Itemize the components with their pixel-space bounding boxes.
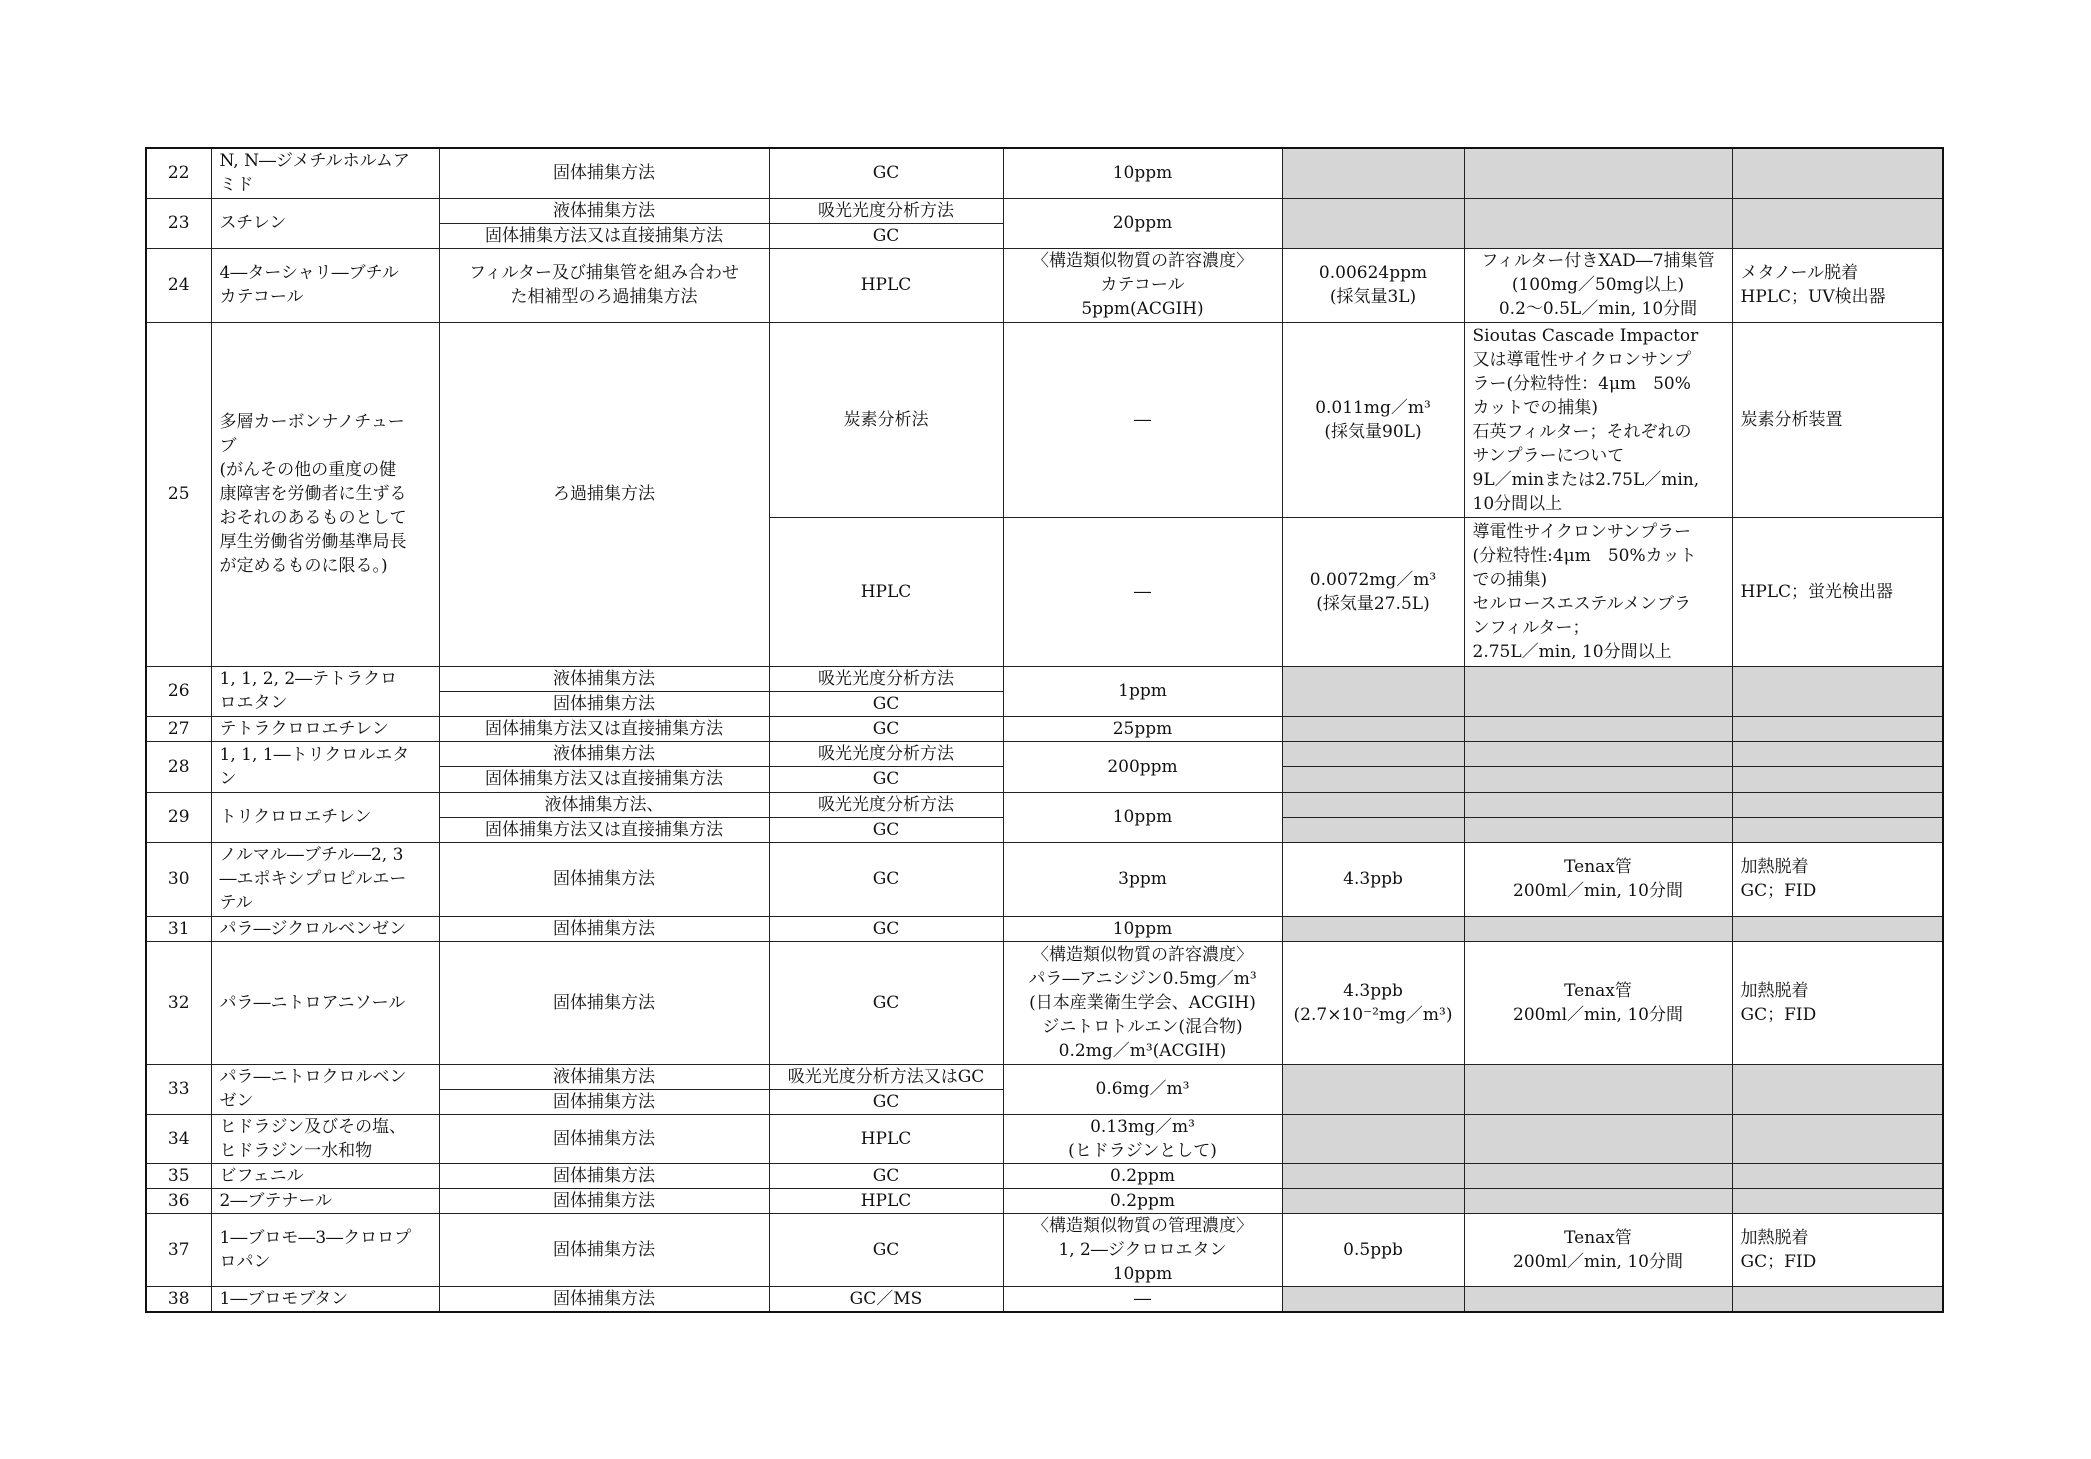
shaded-cell xyxy=(1732,716,1943,741)
table-row xyxy=(146,322,1943,517)
sampling-method: 固体捕集方法 xyxy=(439,1089,769,1114)
analysis-conditions: メタノール脱着 HPLC；UV検出器 xyxy=(1732,248,1943,322)
analysis-method: GC／MS xyxy=(769,1286,1003,1312)
table-row xyxy=(146,792,1943,817)
control-concentration: 200ppm xyxy=(1003,741,1282,792)
analysis-conditions: 加熱脱着 GC；FID xyxy=(1732,1213,1943,1286)
shaded-cell xyxy=(1464,1114,1732,1163)
control-concentration: 25ppm xyxy=(1003,716,1282,741)
table-row xyxy=(146,1114,1943,1163)
substance-name: パラ―ニトロクロルベン ゼン xyxy=(211,1064,439,1114)
shaded-cell xyxy=(1282,716,1464,741)
control-concentration: 10ppm xyxy=(1003,148,1282,198)
quantification-limit: 0.0072mg／m³ (採気量27.5L) xyxy=(1282,517,1464,666)
table-row xyxy=(146,741,1943,766)
shaded-cell xyxy=(1464,741,1732,766)
table-row xyxy=(146,1188,1943,1213)
sampling-method: 液体捕集方法 xyxy=(439,1064,769,1089)
substance-name: 4―ターシャリ―ブチル カテコール xyxy=(211,248,439,322)
analysis-method: GC xyxy=(769,1089,1003,1114)
collection-conditions: Tenax管 200ml／min, 10分間 xyxy=(1464,1213,1732,1286)
analysis-conditions: HPLC；蛍光検出器 xyxy=(1732,517,1943,666)
sampling-method: 固体捕集方法 xyxy=(439,842,769,916)
analysis-method: HPLC xyxy=(769,517,1003,666)
sampling-method: 固体捕集方法 xyxy=(439,941,769,1064)
analysis-method: GC xyxy=(769,916,1003,941)
substance-name: ヒドラジン及びその塩、 ヒドラジン一水和物 xyxy=(211,1114,439,1163)
shaded-cell xyxy=(1464,1188,1732,1213)
shaded-cell xyxy=(1282,1114,1464,1163)
analysis-method: GC xyxy=(769,1163,1003,1188)
sampling-method: 液体捕集方法 xyxy=(439,666,769,691)
shaded-cell xyxy=(1282,1064,1464,1114)
substance-table xyxy=(145,147,1944,1313)
control-concentration: 20ppm xyxy=(1003,198,1282,248)
analysis-method: 吸光光度分析方法 xyxy=(769,741,1003,766)
shaded-cell xyxy=(1464,792,1732,817)
analysis-method: HPLC xyxy=(769,248,1003,322)
sampling-method: 固体捕集方法又は直接捕集方法 xyxy=(439,817,769,842)
shaded-cell xyxy=(1732,817,1943,842)
row-number: 37 xyxy=(146,1213,211,1286)
analysis-method: GC xyxy=(769,223,1003,248)
control-concentration: 1ppm xyxy=(1003,666,1282,716)
analysis-conditions: 炭素分析装置 xyxy=(1732,322,1943,517)
shaded-cell xyxy=(1732,1163,1943,1188)
analysis-method: 吸光光度分析方法 xyxy=(769,198,1003,223)
row-number: 36 xyxy=(146,1188,211,1213)
row-number: 33 xyxy=(146,1064,211,1114)
table-row xyxy=(146,1213,1943,1286)
row-number: 30 xyxy=(146,842,211,916)
control-concentration: 0.2ppm xyxy=(1003,1163,1282,1188)
sampling-method: 固体捕集方法 xyxy=(439,148,769,198)
substance-name: テトラクロロエチレン xyxy=(211,716,439,741)
shaded-cell xyxy=(1282,1163,1464,1188)
control-concentration: 3ppm xyxy=(1003,842,1282,916)
control-concentration: 〈構造類似物質の許容濃度〉 パラ―アニシジン0.5mg／m³ (日本産業衛生学会、ACGIH) ジニトロトルエン(混合物) 0.2mg／m³(ACGIH) xyxy=(1003,941,1282,1064)
substance-name: トリクロロエチレン xyxy=(211,792,439,842)
quantification-limit: 4.3ppb (2.7×10⁻²mg／m³) xyxy=(1282,941,1464,1064)
substance-name: 2―ブテナール xyxy=(211,1188,439,1213)
row-number: 25 xyxy=(146,322,211,666)
shaded-cell xyxy=(1732,1064,1943,1114)
control-concentration: 〈構造類似物質の管理濃度〉 1, 2―ジクロロエタン 10ppm xyxy=(1003,1213,1282,1286)
analysis-method: GC xyxy=(769,691,1003,716)
shaded-cell xyxy=(1464,1286,1732,1312)
row-number: 34 xyxy=(146,1114,211,1163)
collection-conditions: フィルター付きXAD―7捕集管 (100mg／50mg以上) 0.2～0.5L／min, 10分間 xyxy=(1464,248,1732,322)
sampling-method: 固体捕集方法 xyxy=(439,1114,769,1163)
shaded-cell xyxy=(1732,741,1943,766)
shaded-cell xyxy=(1464,766,1732,792)
row-number: 26 xyxy=(146,666,211,716)
substance-name: 1, 1, 2, 2―テトラクロ ロエタン xyxy=(211,666,439,716)
table-row xyxy=(146,716,1943,741)
shaded-cell xyxy=(1732,1188,1943,1213)
analysis-method: HPLC xyxy=(769,1188,1003,1213)
sampling-method: 固体捕集方法 xyxy=(439,691,769,716)
control-concentration: 10ppm xyxy=(1003,792,1282,842)
collection-conditions: Sioutas Cascade Impactor 又は導電性サイクロンサンプ ラー(分粒特性：4μm 50% カットでの捕集) 石英フィルター；それぞれの サンプラーについて 9L／minまたは2.75L／min, 10分間以上 xyxy=(1464,322,1732,517)
row-number: 29 xyxy=(146,792,211,842)
row-number: 35 xyxy=(146,1163,211,1188)
analysis-method: GC xyxy=(769,941,1003,1064)
shaded-cell xyxy=(1464,916,1732,941)
control-concentration: 〈構造類似物質の許容濃度〉 カテコール 5ppm(ACGIH) xyxy=(1003,248,1282,322)
sampling-method: 液体捕集方法 xyxy=(439,741,769,766)
control-concentration: ― xyxy=(1003,1286,1282,1312)
substance-name: 多層カーボンナノチュー ブ (がんその他の重度の健 康障害を労働者に生ずる おそれのあるものとして 厚生労働省労働基準局長 が定めるものに限る。) xyxy=(211,322,439,666)
substance-name: パラ―ニトロアニソール xyxy=(211,941,439,1064)
row-number: 22 xyxy=(146,148,211,198)
substance-name: N, N―ジメチルホルムア ミド xyxy=(211,148,439,198)
row-number: 31 xyxy=(146,916,211,941)
shaded-cell xyxy=(1732,1286,1943,1312)
row-number: 38 xyxy=(146,1286,211,1312)
shaded-cell xyxy=(1282,198,1464,248)
sampling-method: 固体捕集方法 xyxy=(439,1188,769,1213)
substance-name: 1―ブロモ―3―クロロプ ロパン xyxy=(211,1213,439,1286)
sampling-method: 固体捕集方法又は直接捕集方法 xyxy=(439,766,769,792)
sampling-method: 固体捕集方法 xyxy=(439,1286,769,1312)
sampling-method: 固体捕集方法又は直接捕集方法 xyxy=(439,716,769,741)
row-number: 27 xyxy=(146,716,211,741)
shaded-cell xyxy=(1282,817,1464,842)
substance-name: 1, 1, 1―トリクロルエタ ン xyxy=(211,741,439,792)
shaded-cell xyxy=(1732,1114,1943,1163)
shaded-cell xyxy=(1464,666,1732,716)
shaded-cell xyxy=(1464,1163,1732,1188)
quantification-limit: 0.011mg／m³ (採気量90L) xyxy=(1282,322,1464,517)
sampling-method: 固体捕集方法 xyxy=(439,1163,769,1188)
sampling-method: フィルター及び捕集管を組み合わせ た相補型のろ過捕集方法 xyxy=(439,248,769,322)
control-concentration: 0.13mg／m³ (ヒドラジンとして) xyxy=(1003,1114,1282,1163)
shaded-cell xyxy=(1282,792,1464,817)
quantification-limit: 4.3ppb xyxy=(1282,842,1464,916)
sampling-method: 液体捕集方法、 xyxy=(439,792,769,817)
analysis-method: GC xyxy=(769,842,1003,916)
table-row xyxy=(146,916,1943,941)
analysis-method: GC xyxy=(769,817,1003,842)
shaded-cell xyxy=(1282,1188,1464,1213)
sampling-method: 固体捕集方法 xyxy=(439,1213,769,1286)
shaded-cell xyxy=(1464,817,1732,842)
control-concentration: ― xyxy=(1003,322,1282,517)
analysis-method: 炭素分析法 xyxy=(769,322,1003,517)
table-row xyxy=(146,941,1943,1064)
shaded-cell xyxy=(1282,916,1464,941)
quantification-limit: 0.5ppb xyxy=(1282,1213,1464,1286)
shaded-cell xyxy=(1282,148,1464,198)
table-row xyxy=(146,198,1943,223)
shaded-cell xyxy=(1464,148,1732,198)
substance-name: スチレン xyxy=(211,198,439,248)
table-row xyxy=(146,1064,1943,1089)
sampling-method: 固体捕集方法 xyxy=(439,916,769,941)
shaded-cell xyxy=(1732,148,1943,198)
shaded-cell xyxy=(1732,916,1943,941)
table-row xyxy=(146,842,1943,916)
control-concentration: 0.2ppm xyxy=(1003,1188,1282,1213)
analysis-method: GC xyxy=(769,148,1003,198)
row-number: 28 xyxy=(146,741,211,792)
row-number: 23 xyxy=(146,198,211,248)
table-row xyxy=(146,148,1943,198)
analysis-method: GC xyxy=(769,1213,1003,1286)
analysis-conditions: 加熱脱着 GC；FID xyxy=(1732,842,1943,916)
analysis-method: 吸光光度分析方法 xyxy=(769,666,1003,691)
table-row xyxy=(146,666,1943,691)
shaded-cell xyxy=(1732,792,1943,817)
collection-conditions: Tenax管 200ml／min, 10分間 xyxy=(1464,941,1732,1064)
control-concentration: ― xyxy=(1003,517,1282,666)
table-row xyxy=(146,248,1943,322)
shaded-cell xyxy=(1282,666,1464,716)
shaded-cell xyxy=(1282,766,1464,792)
analysis-method: GC xyxy=(769,716,1003,741)
shaded-cell xyxy=(1282,1286,1464,1312)
substance-name: 1―ブロモブタン xyxy=(211,1286,439,1312)
analysis-method: HPLC xyxy=(769,1114,1003,1163)
shaded-cell xyxy=(1464,1064,1732,1114)
sampling-method: 液体捕集方法 xyxy=(439,198,769,223)
shaded-cell xyxy=(1464,198,1732,248)
row-number: 32 xyxy=(146,941,211,1064)
analysis-method: 吸光光度分析方法 xyxy=(769,792,1003,817)
substance-name: ノルマル―ブチル―2, 3 ―エポキシプロピルエー テル xyxy=(211,842,439,916)
control-concentration: 10ppm xyxy=(1003,916,1282,941)
table-row xyxy=(146,1163,1943,1188)
shaded-cell xyxy=(1732,666,1943,716)
sampling-method: ろ過捕集方法 xyxy=(439,322,769,666)
shaded-cell xyxy=(1732,198,1943,248)
shaded-cell xyxy=(1732,766,1943,792)
substance-name: パラ―ジクロルベンゼン xyxy=(211,916,439,941)
control-concentration: 0.6mg／m³ xyxy=(1003,1064,1282,1114)
shaded-cell xyxy=(1282,741,1464,766)
analysis-method: 吸光光度分析方法又はGC xyxy=(769,1064,1003,1089)
row-number: 24 xyxy=(146,248,211,322)
collection-conditions: Tenax管 200ml／min, 10分間 xyxy=(1464,842,1732,916)
substance-name: ビフェニル xyxy=(211,1163,439,1188)
analysis-method: GC xyxy=(769,766,1003,792)
analysis-conditions: 加熱脱着 GC；FID xyxy=(1732,941,1943,1064)
table-row xyxy=(146,1286,1943,1312)
shaded-cell xyxy=(1464,716,1732,741)
collection-conditions: 導電性サイクロンサンプラー (分粒特性:4μm 50%カット での捕集) セルロースエステルメンブラ ンフィルター； 2.75L／min, 10分間以上 xyxy=(1464,517,1732,666)
sampling-method: 固体捕集方法又は直接捕集方法 xyxy=(439,223,769,248)
quantification-limit: 0.00624ppm (採気量3L) xyxy=(1282,248,1464,322)
